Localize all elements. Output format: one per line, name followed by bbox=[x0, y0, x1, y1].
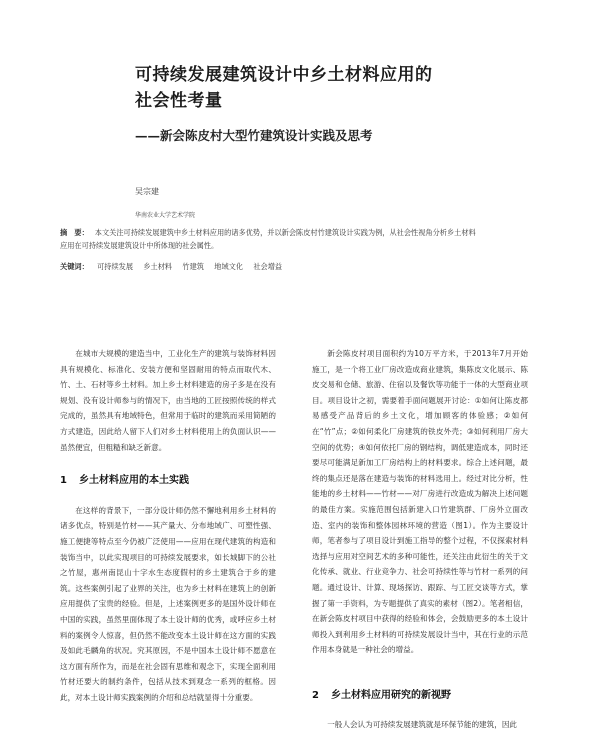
author-name: 吴宗建 bbox=[135, 187, 159, 196]
section-1-heading bbox=[60, 473, 276, 489]
author-affiliation: 华南农业大学艺术学院 bbox=[135, 212, 196, 219]
section-1-paragraph: 在这样的背景下，一部分设计师仍然不懈地利用乡土材料的诸多优点，特别是竹材——其产量大、分布地域广、可塑性强、施工便捷等特点至今仍被广泛使用——应用在现代建筑的构造和装饰当中，以此实现项目的可持续发展要求，如长城脚下的公社之竹屋，惠州南昆山十字水生态度假村的乡土建筑合于乡的建筑。这些案例引起了业界的关注，也为乡土材料在建筑上的创新应用提供了宝贵的经验。但是，上述案例更多的是国外设计师在中国的实践，虽然里面体现了本土设计师的优秀，或呼应乡土材料的案例令人惊喜，但仍然不能改变本土设计师在这方面的实践及如此毛麟角的状况。究其原因，不是中国本土设计师不愿意在这方面有所作为，而是在社会固有思维和观念下，实现全面利用竹材还要大的制约条件，包括从技术到观念一系列的框格。因此，对本土设计师实践案例的介绍和总结就显得十分重要。 bbox=[60, 505, 276, 702]
abstract bbox=[60, 226, 480, 252]
left-column bbox=[60, 346, 276, 705]
keyword-item: 社会增益 bbox=[253, 262, 283, 271]
paper-subtitle: ——新会陈皮村大型竹建筑设计实践及思考 bbox=[135, 128, 373, 143]
title-line-2: 社会性考量 bbox=[135, 91, 223, 111]
intro-paragraph: 在城市大规模的建造当中，工业化生产的建筑与装饰材料因具有规模化、标准化、安装方便和坚固耐用的特点而取代木、竹、土、石材等乡土材料。加上乡土材料建造的房子多是在没有规划、没有设计师参与的情况下，由当地的工匠按照传统的样式完成的，虽然具有地域特色，但常用于临时的建筑而采用简陋的方式建造，因此给人留下人们对乡土材料使用上的负面认识——虽然便宜，但粗糙和缺乏新意。 bbox=[60, 349, 276, 452]
keyword-item: 乡土材料 bbox=[143, 262, 173, 271]
abstract-label: 摘 要： bbox=[60, 228, 89, 237]
keyword-item: 竹建筑 bbox=[182, 262, 204, 271]
section-1-number: 1 bbox=[60, 475, 67, 487]
keyword-item: 可持续发展 bbox=[97, 262, 134, 271]
keyword-item: 地域文化 bbox=[214, 262, 244, 271]
paper-title bbox=[135, 62, 433, 114]
section-2-paragraph: 一般人会认为可持续发展建筑就是环保节能的建筑，因此 bbox=[327, 720, 518, 730]
section-1-title: 乡土材料应用的本土实践 bbox=[78, 475, 189, 487]
section-2-title: 乡土材料应用研究的新视野 bbox=[330, 689, 451, 701]
section-2-heading bbox=[312, 688, 528, 704]
keywords-label: 关键词： bbox=[60, 262, 89, 271]
project-paragraph: 新会陈皮村项目面积约为10万平方米，于2013年7月开始施工，是一个将工业厂房改造成商业建筑，集陈皮文化展示、陈皮交易和仓储、旅游、住宿以及餐饮等功能于一体的大型商业项目。项目设计之初，需要着手面问题展开讨论：①如何让陈皮都易感受产品背后的乡土文化，增加顾客的体验感；②如何在“竹”点；②如何柔化厂房建筑的铁皮外壳；③如何利用厂房大空间的优势；④如何依托厂房的钢结构，调低建造成本，同时还要尽可能满足新加工厂房结构上的材料要求。综合上述问题，最终的集点还是落在建造与装饰的材料选用上。经过对比分析，性能地的乡土材料——竹材——对厂房进行改造成为解决上述问题的最佳方案。实施范围包括新建入口竹建筑群、厂房外立面改造、室内的装饰和整体园林环境的营造（图1）。作为主要设计师，笔者参与了项目设计到施工指导的整个过程，不仅探索材料选择与应用对空间艺术的多种可能性，还关注由此衍生的关于文化传承、就业、行业竞争力、社会可持续性等与竹材一系列的问题。通过设计、计算、现场探访、跟踪、与工匠交谈等方式，掌握了第一手资料，为专题提供了真实的素材（图2）。笔者相信，在新会陈皮村项目中获得的经验和体会，会鼓励更多的本土设计师投入到利用乡土材料的可持续发展设计当中，其在行业的示范作用本身就是一种社会的增益。 bbox=[312, 349, 528, 655]
keywords bbox=[60, 262, 480, 272]
right-column bbox=[312, 346, 528, 733]
abstract-text: 本文关注可持续发展建筑中乡土材料应用的诸多优势，并以新会陈皮村竹建筑设计实践为例，从社会性视角分析乡土材料应用在可持续发展建筑设计中所体现的社会属性。 bbox=[60, 228, 476, 250]
title-line-1: 可持续发展建筑设计中乡土材料应用的 bbox=[135, 65, 433, 85]
section-2-number: 2 bbox=[312, 689, 319, 701]
